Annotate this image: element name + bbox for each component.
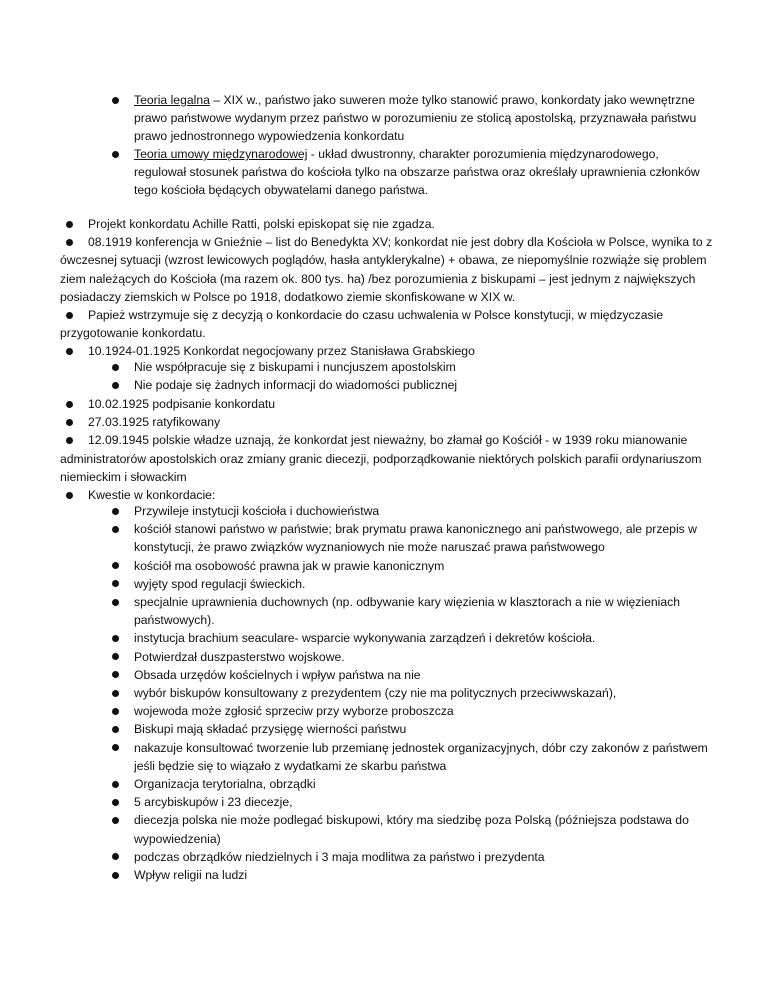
list-item-text: Teoria umowy międzynarodowej - układ dwustronny, charakter porozumienia międzynarodowego, <box>134 147 659 161</box>
list-item-line: tego kościoła będących obywatelami danego państwa. <box>134 183 429 198</box>
list-item-line: instytucja brachium seaculare- wsparcie wykonywania zarządzeń i dekretów kościoła. <box>134 631 596 646</box>
list-item-line: 27.03.1925 ratyfikowany <box>88 415 221 430</box>
bullet-icon <box>112 726 119 733</box>
bullet-icon <box>66 437 73 444</box>
bullet-icon <box>112 853 119 860</box>
list-item-line: posiadaczy ziemskich w Polsce po 1918, dodatkowo ziemie skonfiskowane w XIX w. <box>60 289 516 304</box>
bullet-icon <box>66 239 73 246</box>
list-item-line: 5 arcybiskupów i 23 diecezje, <box>134 795 293 810</box>
list-item-line: Nie współpracuje się z biskupami i nuncjuszem apostolskim <box>134 360 456 374</box>
bullet-icon <box>66 401 73 408</box>
bullet-icon <box>66 221 73 228</box>
list-item-line: jeśli będzie się to wiązało z wydatkami ze skarbu państwa <box>134 758 447 773</box>
bullet-icon <box>112 872 119 879</box>
list-item-text: Teoria legalna – XIX w., państwo jako suweren może tylko stanowić prawo, konkordaty jako wewnętrzne <box>134 93 695 107</box>
bullet-icon <box>66 348 73 355</box>
list-item-line: prawo jednostronnego wypowiedzenia konkordatu <box>134 129 405 144</box>
list-item-line: diecezja polska nie może podlegać biskupowi, który ma siedzibę poza Polską (późniejsza podstawa do <box>134 813 689 828</box>
list-item-line: wybór biskupów konsultowany z prezydentem (czy nie ma politycznych przeciwwskazań), <box>134 686 617 700</box>
list-item-line: konstytucji, że prawo związków wyznaniowych nie może naruszać prawa państwowego <box>134 540 605 555</box>
bullet-icon <box>112 744 119 751</box>
list-item-line: Wpływ religii na ludzi <box>134 868 248 882</box>
list-item-line: kościół ma osobowość prawna jak w prawie kanonicznym <box>134 558 445 573</box>
bullet-icon <box>112 364 119 371</box>
bullet-icon <box>112 635 119 642</box>
list-item-line: 08.1919 konferencja w Gnieźnie – list do Benedykta XV; konkordat nie jest dobry dla Kościoła w Polsce, wynika to z <box>88 235 713 250</box>
list-item-line: regulował stosunek państwa do kościoła tylko na obszarze państwa oraz określały uprawnienia członków <box>134 165 700 180</box>
bullet-icon <box>66 419 73 426</box>
list-item-line: Obsada urzędów kościelnych i wpływ państwa na nie <box>134 667 421 682</box>
list-item-line: Organizacja terytorialna, obrządki <box>134 777 316 791</box>
list-item-line: Przywileje instytucji kościoła i duchowieństwa <box>134 504 380 518</box>
bullet-icon <box>112 671 119 678</box>
list-item-line: 10.1924-01.1925 Konkordat negocjowany przez Stanisława Grabskiego <box>88 344 475 359</box>
bullet-icon <box>112 562 119 569</box>
bullet-icon <box>66 492 73 499</box>
list-item-line: Projekt konkordatu Achille Ratti, polski episkopat się nie zgadza. <box>88 217 435 231</box>
list-item-line: 10.02.1925 podpisanie konkordatu <box>88 397 276 411</box>
list-item-line: przygotowanie konkordatu. <box>60 326 206 341</box>
list-item-line: Nie podaje się żadnych informacji do wiadomości publicznej <box>134 378 458 393</box>
bullet-icon <box>112 708 119 715</box>
list-item-line: prawo państwowe wydanym przez państwo w porozumieniu ze stolicą apostolską, przyznawała państwu <box>134 111 697 126</box>
bullet-icon <box>112 151 119 158</box>
list-item-line: ówczesnej sytuacji (wzrost lewicowych poglądów, hasła antyklerykalne) + obawa, ze niepomyślnie rozwiąże się problem <box>60 253 707 268</box>
list-item-line: Kwestie w konkordacie: <box>88 488 216 502</box>
bullet-icon <box>112 508 119 515</box>
bullet-icon <box>112 653 119 660</box>
list-item-line: wojewoda może zgłosić sprzeciw przy wyborze proboszcza <box>134 704 454 719</box>
list-item-line: Potwierdzał duszpasterstwo wojskowe. <box>134 649 345 664</box>
list-item-line: specjalnie uprawnienia duchownych (np. odbywanie kary więzienia w klasztorach a nie w więzieniach <box>134 595 681 609</box>
bullet-icon <box>112 690 119 697</box>
list-item-line: ziem należących do Kościoła (ma razem ok. 800 tys. ha) /bez porozumienia z biskupami – jest jednym z największych <box>60 271 696 286</box>
bullet-icon <box>112 580 119 587</box>
bullet-icon <box>112 599 119 606</box>
list-item-line: wypowiedzenia) <box>134 831 221 846</box>
term: Teoria legalna <box>134 93 210 107</box>
bullet-icon <box>112 781 119 788</box>
list-item-line: 12.09.1945 polskie władze uznają, że konkordat jest nieważny, bo złamał go Kościół - w 1939 roku mianowanie <box>88 433 688 448</box>
list-item-line: państwowych). <box>134 613 215 628</box>
bullet-icon <box>112 799 119 806</box>
list-item-line: nakazuje konsultować tworzenie lub przemianę jednostek organizacyjnych, dóbr czy zakonów z państwem <box>134 740 708 755</box>
list-item-line: kościół stanowi państwo w państwie; brak prymatu prawa kanonicznego ani państwowego, ale przepis w <box>134 522 697 537</box>
list-item-line: niemieckim i słowackim <box>60 469 187 484</box>
list-item-line: Biskupi mają składać przysięgę wierności państwu <box>134 722 407 737</box>
list-item-line: Papież wstrzymuje się z decyzją o konkordacie do czasu uchwalenia w Polsce konstytucji, w międzyczasie <box>88 308 664 322</box>
list-item-line: administratorów apostolskich oraz zmiany granic diecezji, podporządkowanie niektórych polskich parafii ordynariuszom <box>60 451 702 466</box>
bullet-icon <box>112 526 119 533</box>
bullet-icon <box>66 312 73 319</box>
list-item-line: podczas obrządków niedzielnych i 3 maja modlitwa za państwo i prezydenta <box>134 849 545 864</box>
term: Teoria umowy międzynarodowej <box>134 147 308 161</box>
bullet-icon <box>112 97 119 104</box>
list-item-line: wyjęty spod regulacji świeckich. <box>134 576 306 591</box>
bullet-icon <box>112 817 119 824</box>
bullet-icon <box>112 382 119 389</box>
